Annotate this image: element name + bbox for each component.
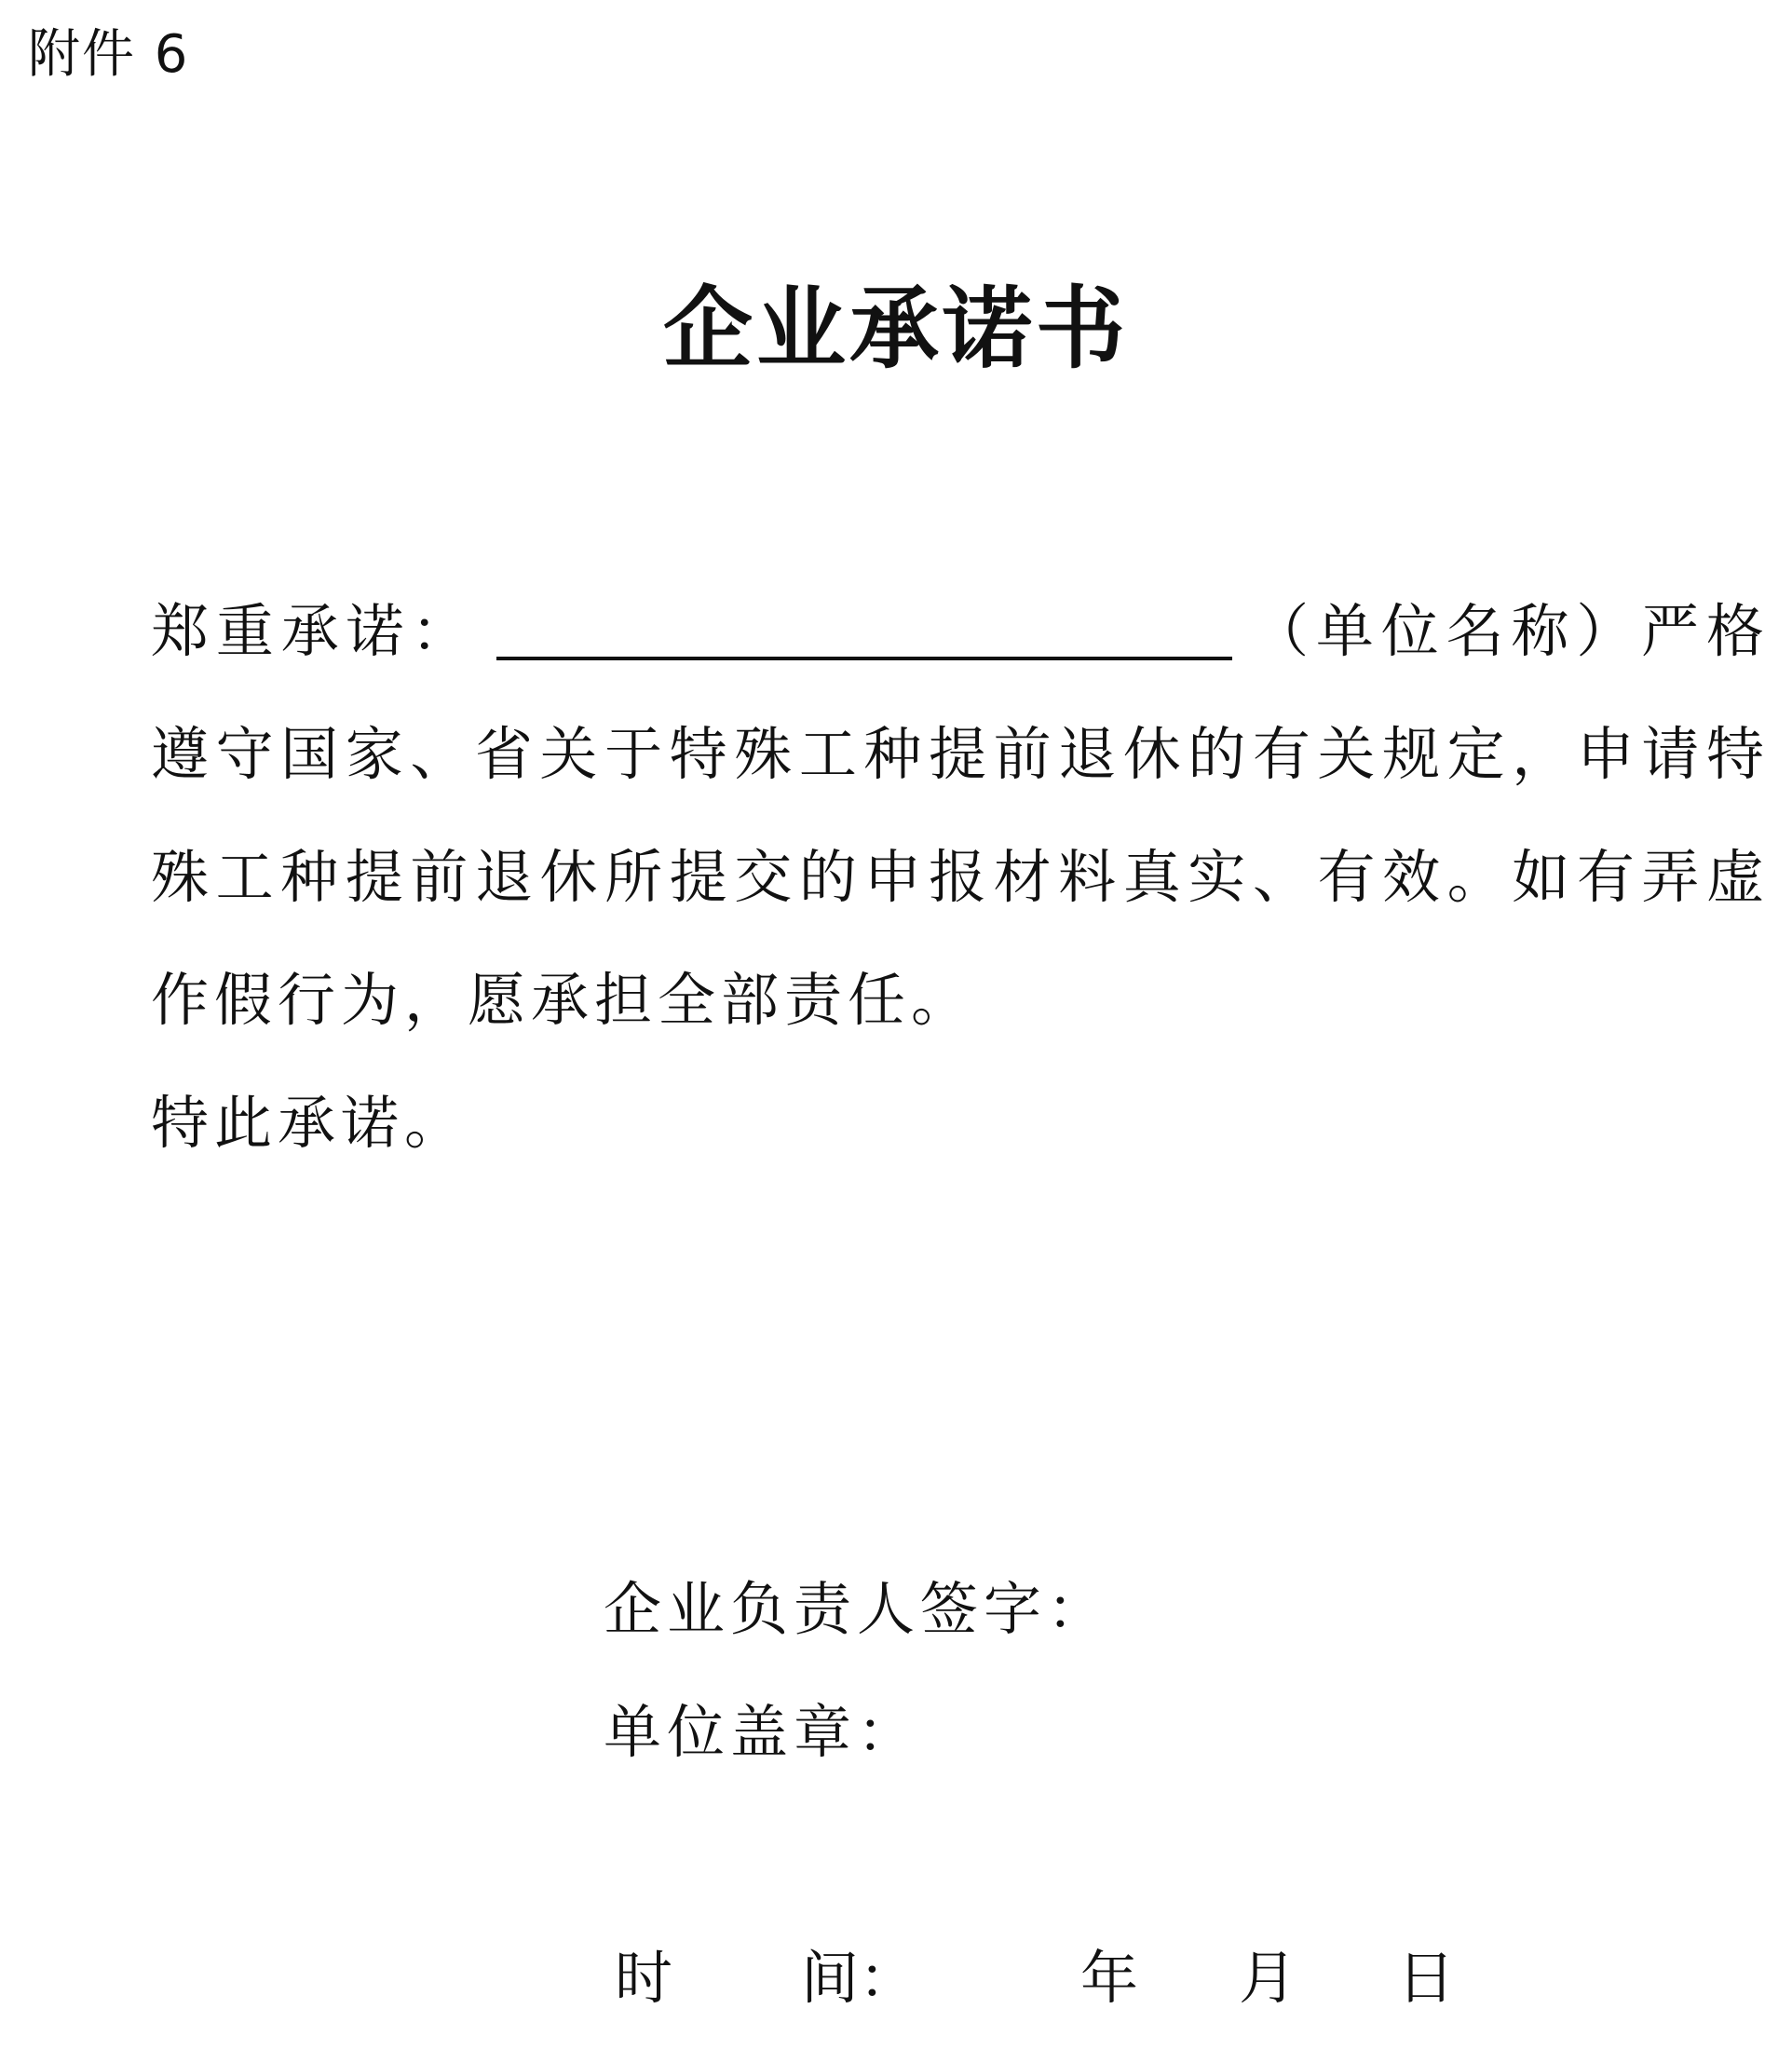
date-row bbox=[0, 1944, 1792, 2021]
commitment-paragraph bbox=[28, 570, 1770, 1062]
unit-seal-label: 单位盖章： bbox=[604, 1698, 921, 1766]
closing-paragraph: 特此承诺。 bbox=[151, 1089, 468, 1157]
time-label-char2: 间： bbox=[801, 1944, 917, 2012]
commitment-body bbox=[28, 570, 1770, 1185]
month-label: 月 bbox=[1239, 1944, 1297, 2012]
year-label: 年 bbox=[1080, 1944, 1139, 2012]
leader-signature-label: 企业负责人签字： bbox=[604, 1575, 1111, 1643]
attachment-label: 附件 6 bbox=[28, 24, 190, 85]
document-title: 企业承诺书 bbox=[663, 276, 1129, 381]
commitment-text: （单位名称）严格遵守国家、省关于特殊工种提前退休的有关规定，申请特殊工种提前退休所提交的申报材料真实、有效。如有弄虚作假行为，愿承担全部责任。 bbox=[151, 597, 1770, 1034]
day-label: 日 bbox=[1397, 1944, 1456, 2012]
commitment-lead: 郑重承诺： bbox=[151, 597, 477, 665]
unit-name-blank[interactable] bbox=[496, 599, 1232, 660]
time-label-char1: 时 bbox=[615, 1944, 673, 2012]
